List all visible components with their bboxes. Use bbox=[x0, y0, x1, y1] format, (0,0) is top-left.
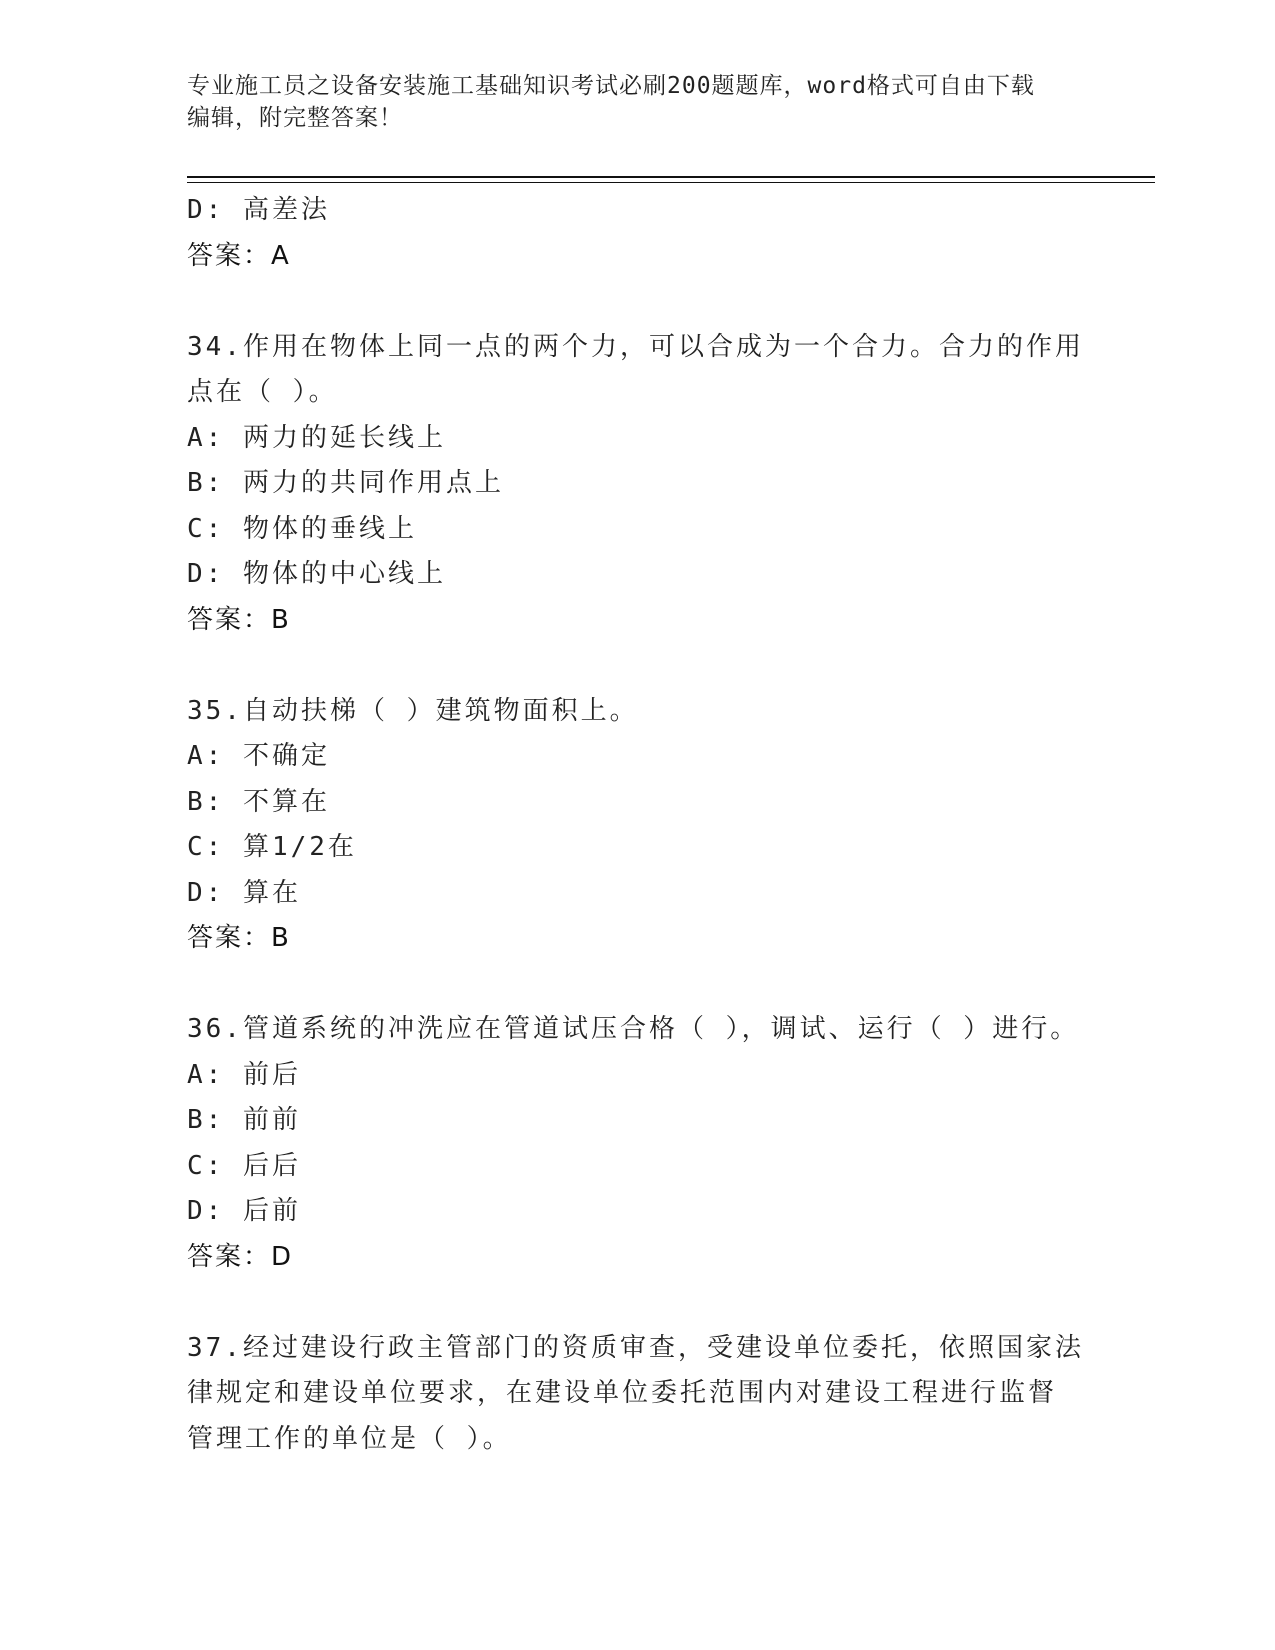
page-header bbox=[187, 70, 1087, 134]
question-34-stem-line-2: 点在（ ）。 bbox=[187, 377, 338, 407]
spacer bbox=[187, 279, 1087, 325]
spacer bbox=[187, 1280, 1087, 1326]
question-36-option-b: B: 前前 bbox=[187, 1105, 301, 1135]
question-35-stem-line-1: 35.自动扶梯（ ）建筑物面积上。 bbox=[187, 695, 639, 726]
question-36-option-a: A: 前后 bbox=[187, 1059, 301, 1090]
question-34-option-a: A: 两力的延长线上 bbox=[187, 422, 446, 453]
spacer bbox=[187, 962, 1087, 1008]
question-35-option-b: B: 不算在 bbox=[187, 786, 330, 817]
question-34-option-c: C: 物体的垂线上 bbox=[187, 513, 417, 544]
question-34-answer: 答案：B bbox=[187, 604, 291, 635]
header-title-line-1: 专业施工员之设备安装施工基础知识考试必刷200题题库，word格式可自由下载 bbox=[187, 73, 1035, 99]
question-34-option-d: D: 物体的中心线上 bbox=[187, 559, 446, 589]
question-35-option-a: A: 不确定 bbox=[187, 741, 330, 771]
question-35-option-c: C: 算1/2在 bbox=[187, 832, 357, 862]
question-37 bbox=[187, 1326, 1087, 1463]
question-34-option-b: B: 两力的共同作用点上 bbox=[187, 468, 504, 498]
question-37-stem-line-3: 管理工作的单位是（ ）。 bbox=[187, 1423, 512, 1454]
question-34 bbox=[187, 325, 1087, 644]
header-divider-thick bbox=[187, 176, 1155, 178]
question-35-option-d: D: 算在 bbox=[187, 877, 301, 908]
question-36-option-c: C: 后后 bbox=[187, 1150, 301, 1181]
question-34-stem-line-1: 34.作用在物体上同一点的两个力，可以合成为一个合力。合力的作用 bbox=[187, 331, 1084, 362]
spacer bbox=[187, 643, 1087, 689]
question-36-option-d: D: 后前 bbox=[187, 1196, 301, 1226]
question-36-answer: 答案：D bbox=[187, 1241, 294, 1272]
question-35-answer: 答案：B bbox=[187, 923, 291, 953]
question-37-stem-line-1: 37.经过建设行政主管部门的资质审查，受建设单位委托，依照国家法 bbox=[187, 1332, 1084, 1363]
question-35 bbox=[187, 689, 1087, 962]
header-divider-thin bbox=[187, 182, 1155, 183]
prev-answer: 答案：A bbox=[187, 240, 291, 271]
question-37-stem-line-2: 律规定和建设单位要求，在建设单位委托范围内对建设工程进行监督 bbox=[187, 1378, 1058, 1408]
header-title-line-2: 编辑，附完整答案！ bbox=[187, 105, 403, 131]
question-36-stem-line-1: 36.管道系统的冲洗应在管道试压合格（ ），调试、运行（ ）进行。 bbox=[187, 1014, 1080, 1044]
prev-option-d: D: 高差法 bbox=[187, 195, 330, 225]
question-content bbox=[187, 188, 1087, 1462]
question-36 bbox=[187, 1007, 1087, 1280]
